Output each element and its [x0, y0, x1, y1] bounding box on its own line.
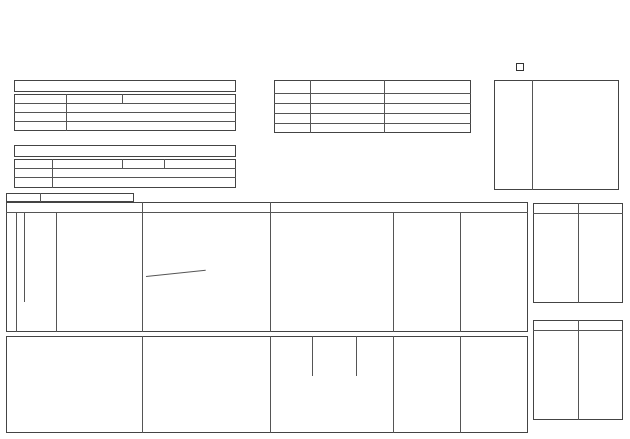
- seal-stamp: [516, 63, 524, 71]
- pension-table: [494, 80, 619, 190]
- bank-title-row: [14, 145, 236, 157]
- obligor-title-row: [14, 80, 236, 92]
- income-tax-table: [6, 202, 528, 332]
- bank-table: [14, 159, 236, 188]
- notice-number-row: [6, 193, 134, 202]
- period-table: [274, 80, 471, 133]
- lower-table: [6, 336, 528, 433]
